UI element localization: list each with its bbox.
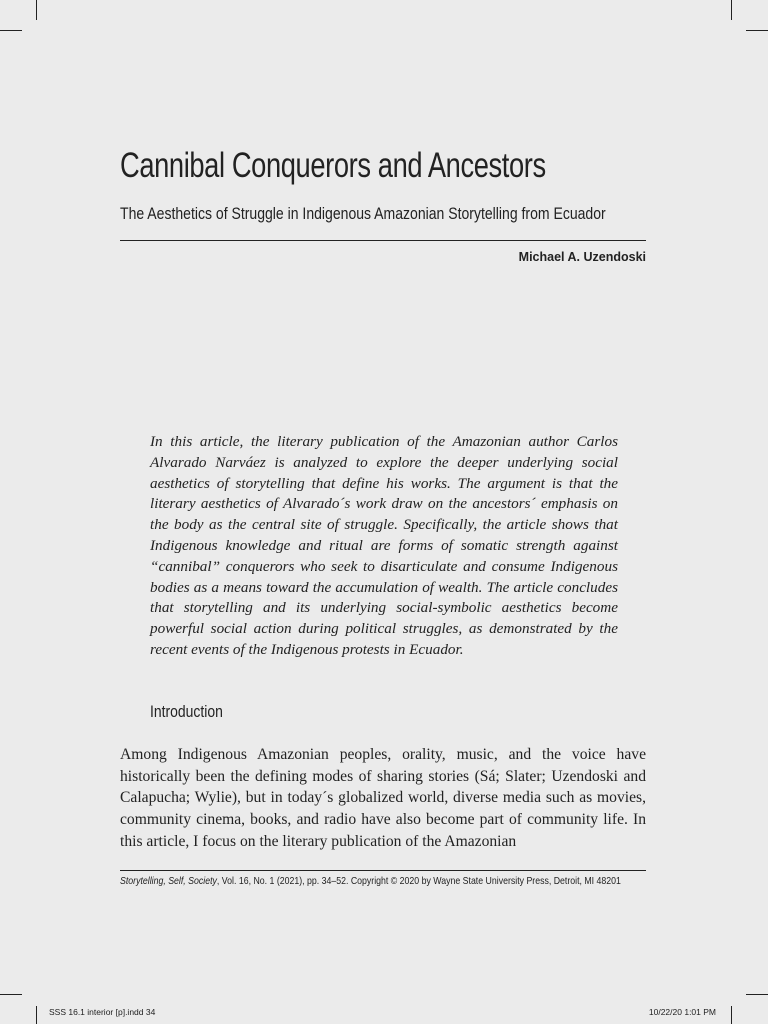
article-subtitle: The Aesthetics of Struggle in Indigenous Amazonian Storytelling from Ecuador (120, 205, 606, 223)
body-paragraph: Among Indigenous Amazonian peoples, orality, music, and the voice have historically been the defining modes of sharing stories (Sá; Slater; Uzendoski and Calapucha; Wylie), but in today´s globalized world, diverse media such as movies, community cinema, books, and radio have also become part of community life. In this article, I focus on the literary publication of the Amazonian (120, 746, 646, 850)
footer-rule (120, 870, 646, 871)
citation-details: , Vol. 16, No. 1 (2021), pp. 34–52. Copyright © 2020 by Wayne State University Press, Detroit, MI 48201 (216, 876, 621, 887)
section-heading: Introduction (150, 702, 223, 721)
citation-line (120, 876, 621, 887)
printer-slug-file: SSS 16.1 interior [p].indd 34 (49, 1007, 156, 1017)
author-name: Michael A. Uzendoski (518, 250, 646, 264)
journal-name: Storytelling, Self, Society (120, 876, 217, 887)
abstract-text: In this article, the literary publication of the Amazonian author Carlos Alvarado Narváez is analyzed to explore the deeper underlying social aesthetics of storytelling that define his works. The argument is that the literary aesthetics of Alvarado´s work draw on the ancestors´ emphasis on the body as the central site of struggle. Specifically, the article shows that Indigenous knowledge and ritual are forms of somatic strength against “cannibal” conquerors who seek to disarticulate and consume Indigenous bodies as a means toward the accumulation of wealth. The article concludes that storytelling and its underlying social-symbolic aesthetics become powerful social action during political struggles, as demonstrated by the recent events of the Indigenous protests in Ecuador. (150, 433, 618, 658)
title-rule (120, 240, 646, 241)
article-title: Cannibal Conquerors and Ancestors (120, 146, 546, 185)
printer-slug-timestamp: 10/22/20 1:01 PM (648, 1007, 716, 1017)
